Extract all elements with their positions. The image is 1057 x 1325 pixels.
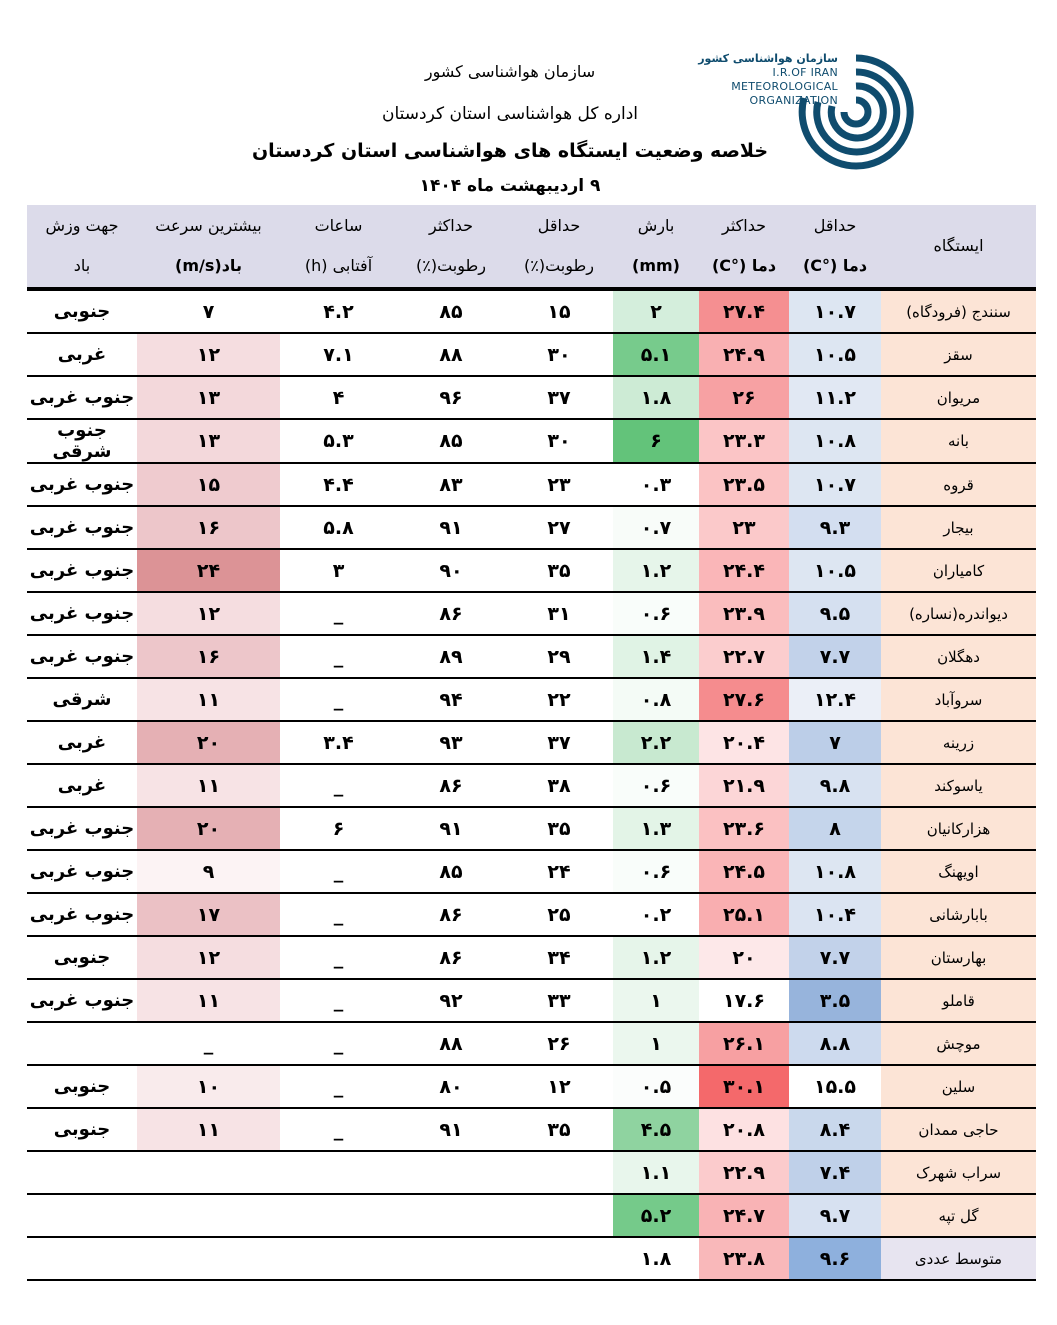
col-sun: ساعات آفتابی (h) (280, 205, 397, 289)
cell-wind (137, 1237, 280, 1280)
table-row (27, 1065, 1036, 1108)
col-wind: بیشترین سرعت باد(m/s) (137, 205, 280, 289)
cell-hmin: ۳۷ (505, 376, 613, 419)
cell-hmax: ۸۸ (397, 1022, 505, 1065)
report-date: ۹ اردیبهشت ماه ۱۴۰۴ (419, 176, 601, 196)
cell-sun (280, 1151, 397, 1194)
cell-tmin: ۱۰.۷ (789, 463, 881, 506)
cell-tmax: ۲۳.۹ (699, 592, 789, 635)
cell-wind: ۱۱ (137, 1108, 280, 1151)
cell-sun: _ (280, 678, 397, 721)
organization-name: سازمان هواشناسی کشور (424, 62, 596, 81)
table-row (27, 592, 1036, 635)
cell-hmin: ۳۵ (505, 549, 613, 592)
cell-dir (27, 1022, 137, 1065)
cell-dir: غربی (27, 764, 137, 807)
table-row (27, 1108, 1036, 1151)
cell-sun: _ (280, 1108, 397, 1151)
cell-dir (27, 1151, 137, 1194)
cell-hmin: ۲۳ (505, 463, 613, 506)
cell-tmax: ۲۳.۸ (699, 1237, 789, 1280)
cell-station: قروه (881, 463, 1036, 506)
cell-station: بیجار (881, 506, 1036, 549)
cell-dir: جنوبی (27, 289, 137, 333)
cell-rain: ۱.۴ (613, 635, 699, 678)
cell-tmin: ۷ (789, 721, 881, 764)
logo-text-en2: METEOROLOGICAL (731, 80, 838, 93)
cell-hmin: ۲۵ (505, 893, 613, 936)
cell-dir: جنوب غربی (27, 850, 137, 893)
cell-wind: ۱۱ (137, 678, 280, 721)
table-row (27, 979, 1036, 1022)
cell-hmax: ۸۵ (397, 850, 505, 893)
cell-station: هزارکانیان (881, 807, 1036, 850)
cell-station: بابارشانی (881, 893, 1036, 936)
table-row (27, 807, 1036, 850)
cell-tmin: ۱۰.۴ (789, 893, 881, 936)
cell-hmin: ۱۵ (505, 289, 613, 333)
cell-hmax: ۹۶ (397, 376, 505, 419)
cell-dir: جنوب غربی (27, 893, 137, 936)
cell-dir: جنوب غربی (27, 979, 137, 1022)
cell-tmax: ۲۳.۵ (699, 463, 789, 506)
cell-rain: ۱ (613, 1022, 699, 1065)
cell-sun: ۴.۴ (280, 463, 397, 506)
table-row (27, 463, 1036, 506)
cell-sun: _ (280, 1065, 397, 1108)
cell-sun: _ (280, 764, 397, 807)
logo-text-en1: I.R.OF IRAN (772, 66, 838, 79)
cell-hmin: ۳۵ (505, 1108, 613, 1151)
cell-sun: ۵.۸ (280, 506, 397, 549)
cell-wind: ۱۱ (137, 979, 280, 1022)
cell-tmax: ۲۲.۷ (699, 635, 789, 678)
cell-tmax: ۲۴.۷ (699, 1194, 789, 1237)
cell-tmin: ۱۰.۷ (789, 289, 881, 333)
cell-wind: ۱۱ (137, 764, 280, 807)
cell-rain: ۱ (613, 979, 699, 1022)
cell-rain: ۰.۶ (613, 764, 699, 807)
cell-tmin: ۷.۷ (789, 635, 881, 678)
cell-dir: جنوبی (27, 1108, 137, 1151)
table-row (27, 549, 1036, 592)
cell-hmax: ۸۶ (397, 893, 505, 936)
cell-hmin: ۳۷ (505, 721, 613, 764)
cell-wind: ۱۳ (137, 419, 280, 463)
cell-hmax: ۸۶ (397, 764, 505, 807)
cell-rain: ۶ (613, 419, 699, 463)
col-tmin: حداقل دما (°C) (789, 205, 881, 289)
cell-wind: ۱۲ (137, 936, 280, 979)
col-station: ایستگاه (881, 205, 1036, 289)
cell-tmax: ۲۰.۸ (699, 1108, 789, 1151)
station-weather-table (27, 205, 1036, 1281)
average-row (27, 1237, 1036, 1280)
cell-hmax: ۸۶ (397, 936, 505, 979)
cell-tmax: ۲۳ (699, 506, 789, 549)
cell-rain: ۱.۲ (613, 549, 699, 592)
cell-station: بهارستان (881, 936, 1036, 979)
cell-hmax: ۸۸ (397, 333, 505, 376)
table-row (27, 764, 1036, 807)
cell-dir: جنوب غربی (27, 592, 137, 635)
table-row (27, 936, 1036, 979)
cell-hmax (397, 1151, 505, 1194)
cell-hmin: ۳۳ (505, 979, 613, 1022)
cell-tmax: ۲۰ (699, 936, 789, 979)
cell-hmin: ۳۵ (505, 807, 613, 850)
cell-tmin: ۹.۷ (789, 1194, 881, 1237)
cell-rain: ۰.۳ (613, 463, 699, 506)
table-row (27, 635, 1036, 678)
cell-dir: جنوب غربی (27, 635, 137, 678)
table-row (27, 721, 1036, 764)
cell-hmin: ۲۴ (505, 850, 613, 893)
cell-dir: غربی (27, 333, 137, 376)
cell-station: کامیاران (881, 549, 1036, 592)
cell-hmax: ۸۵ (397, 289, 505, 333)
cell-wind (137, 1194, 280, 1237)
office-name: اداره کل هواشناسی استان کردستان (382, 104, 638, 124)
cell-rain: ۱.۸ (613, 376, 699, 419)
table-row (27, 893, 1036, 936)
cell-station: قاملو (881, 979, 1036, 1022)
logo-text-fa: سازمان هواشناسی کشور (698, 52, 838, 65)
cell-tmin: ۸.۸ (789, 1022, 881, 1065)
cell-tmax: ۲۷.۶ (699, 678, 789, 721)
cell-station: مریوان (881, 376, 1036, 419)
cell-sun: _ (280, 635, 397, 678)
cell-hmin (505, 1151, 613, 1194)
cell-wind: ۱۰ (137, 1065, 280, 1108)
cell-hmin: ۳۰ (505, 419, 613, 463)
cell-tmin: ۹.۸ (789, 764, 881, 807)
cell-rain: ۲ (613, 289, 699, 333)
cell-station: زرینه (881, 721, 1036, 764)
cell-hmin: ۳۰ (505, 333, 613, 376)
cell-station: دیواندره(نساره) (881, 592, 1036, 635)
cell-station: سراب شهرک (881, 1151, 1036, 1194)
cell-rain: ۱.۸ (613, 1237, 699, 1280)
table-row (27, 1022, 1036, 1065)
cell-sun: _ (280, 850, 397, 893)
cell-rain: ۱.۳ (613, 807, 699, 850)
cell-rain: ۰.۵ (613, 1065, 699, 1108)
col-hmin: حداقل رطوبت(٪) (505, 205, 613, 289)
cell-rain: ۰.۷ (613, 506, 699, 549)
cell-tmin: ۱۲.۴ (789, 678, 881, 721)
cell-sun: ۴ (280, 376, 397, 419)
cell-tmin: ۳.۵ (789, 979, 881, 1022)
cell-station: متوسط عددی (881, 1237, 1036, 1280)
cell-wind: ۱۶ (137, 506, 280, 549)
cell-wind: ۲۴ (137, 549, 280, 592)
col-hmax: حداکثر رطوبت(٪) (397, 205, 505, 289)
cell-dir: غربی (27, 721, 137, 764)
cell-tmin: ۹.۶ (789, 1237, 881, 1280)
cell-tmax: ۲۲.۹ (699, 1151, 789, 1194)
cell-tmin: ۱۱.۲ (789, 376, 881, 419)
cell-sun: ۳.۴ (280, 721, 397, 764)
cell-tmin: ۱۰.۵ (789, 333, 881, 376)
report-title: خلاصه وضعیت ایستگاه های هواشناسی استان کردستان (251, 140, 769, 162)
cell-dir: جنوب شرقی (27, 419, 137, 463)
cell-station: یاسوکند (881, 764, 1036, 807)
cell-tmax: ۲۶.۱ (699, 1022, 789, 1065)
cell-hmax (397, 1194, 505, 1237)
cell-tmax: ۲۱.۹ (699, 764, 789, 807)
table-row (27, 376, 1036, 419)
cell-dir (27, 1237, 137, 1280)
cell-station: گل تپه (881, 1194, 1036, 1237)
cell-wind: ۱۵ (137, 463, 280, 506)
col-rain: بارش (mm) (613, 205, 699, 289)
cell-hmax: ۹۲ (397, 979, 505, 1022)
cell-station: سروآباد (881, 678, 1036, 721)
cell-wind: ۷ (137, 289, 280, 333)
cell-station: بانه (881, 419, 1036, 463)
cell-rain: ۵.۲ (613, 1194, 699, 1237)
cell-tmax: ۲۳.۳ (699, 419, 789, 463)
cell-dir: جنوب غربی (27, 463, 137, 506)
cell-dir: جنوب غربی (27, 506, 137, 549)
logo-text-en3: ORGANIZATION (749, 94, 838, 107)
table-row (27, 850, 1036, 893)
cell-tmax: ۲۰.۴ (699, 721, 789, 764)
cell-station: سنندج (فرودگاه) (881, 289, 1036, 333)
cell-wind: ۱۳ (137, 376, 280, 419)
cell-hmax: ۹۱ (397, 1108, 505, 1151)
cell-tmin: ۱۵.۵ (789, 1065, 881, 1108)
cell-rain: ۱.۱ (613, 1151, 699, 1194)
cell-hmax: ۸۰ (397, 1065, 505, 1108)
cell-hmax: ۸۵ (397, 419, 505, 463)
cell-hmin (505, 1237, 613, 1280)
cell-hmax: ۸۳ (397, 463, 505, 506)
table-row (27, 1194, 1036, 1237)
cell-rain: ۲.۲ (613, 721, 699, 764)
cell-wind: ۱۶ (137, 635, 280, 678)
cell-hmax: ۹۱ (397, 807, 505, 850)
cell-dir: جنوب غربی (27, 807, 137, 850)
cell-rain: ۰.۸ (613, 678, 699, 721)
cell-hmin: ۱۲ (505, 1065, 613, 1108)
cell-sun: ۷.۱ (280, 333, 397, 376)
cell-hmax (397, 1237, 505, 1280)
cell-rain: ۰.۶ (613, 592, 699, 635)
table-row (27, 678, 1036, 721)
cell-dir: جنوبی (27, 936, 137, 979)
cell-tmin: ۱۰.۸ (789, 850, 881, 893)
cell-wind: ۱۲ (137, 592, 280, 635)
cell-tmin: ۹.۵ (789, 592, 881, 635)
cell-dir: جنوبی (27, 1065, 137, 1108)
cell-sun (280, 1237, 397, 1280)
cell-tmax: ۲۷.۴ (699, 289, 789, 333)
cell-station: حاجی ممدان (881, 1108, 1036, 1151)
cell-station: سقز (881, 333, 1036, 376)
cell-hmax: ۹۴ (397, 678, 505, 721)
cell-tmax: ۲۳.۶ (699, 807, 789, 850)
cell-tmin: ۱۰.۵ (789, 549, 881, 592)
cell-hmin: ۳۸ (505, 764, 613, 807)
cell-rain: ۱.۲ (613, 936, 699, 979)
cell-tmax: ۲۶ (699, 376, 789, 419)
cell-sun: ۳ (280, 549, 397, 592)
cell-hmax: ۹۰ (397, 549, 505, 592)
cell-sun: ۵.۳ (280, 419, 397, 463)
cell-station: سلین (881, 1065, 1036, 1108)
cell-sun: _ (280, 936, 397, 979)
cell-wind: ۱۲ (137, 333, 280, 376)
cell-tmax: ۲۴.۹ (699, 333, 789, 376)
cell-wind: _ (137, 1022, 280, 1065)
table-row (27, 1151, 1036, 1194)
logo-spiral-icon (794, 50, 918, 174)
cell-rain: ۰.۲ (613, 893, 699, 936)
cell-tmin: ۸.۴ (789, 1108, 881, 1151)
cell-tmax: ۲۴.۴ (699, 549, 789, 592)
cell-tmax: ۳۰.۱ (699, 1065, 789, 1108)
col-dir: جهت وزش باد (27, 205, 137, 289)
cell-tmax: ۲۴.۵ (699, 850, 789, 893)
cell-station: موچش (881, 1022, 1036, 1065)
cell-wind: ۲۰ (137, 721, 280, 764)
cell-rain: ۵.۱ (613, 333, 699, 376)
cell-rain: ۰.۶ (613, 850, 699, 893)
cell-wind: ۲۰ (137, 807, 280, 850)
meteorological-organization-logo (698, 48, 920, 178)
cell-dir (27, 1194, 137, 1237)
cell-hmax: ۸۶ (397, 592, 505, 635)
cell-sun: _ (280, 893, 397, 936)
col-tmax: حداکثر دما (°C) (699, 205, 789, 289)
cell-wind: ۹ (137, 850, 280, 893)
cell-hmin: ۲۷ (505, 506, 613, 549)
cell-dir: جنوب غربی (27, 376, 137, 419)
cell-rain: ۴.۵ (613, 1108, 699, 1151)
cell-sun: _ (280, 592, 397, 635)
cell-sun (280, 1194, 397, 1237)
cell-wind (137, 1151, 280, 1194)
table-row (27, 333, 1036, 376)
cell-hmin: ۲۲ (505, 678, 613, 721)
cell-tmin: ۷.۷ (789, 936, 881, 979)
cell-tmin: ۹.۳ (789, 506, 881, 549)
cell-sun: _ (280, 979, 397, 1022)
table-header-row (27, 205, 1036, 289)
cell-tmax: ۱۷.۶ (699, 979, 789, 1022)
cell-sun: _ (280, 1022, 397, 1065)
cell-hmin: ۲۹ (505, 635, 613, 678)
cell-tmin: ۱۰.۸ (789, 419, 881, 463)
cell-hmax: ۹۱ (397, 506, 505, 549)
cell-hmax: ۸۹ (397, 635, 505, 678)
cell-dir: جنوب غربی (27, 549, 137, 592)
cell-hmin: ۳۴ (505, 936, 613, 979)
cell-hmax: ۹۳ (397, 721, 505, 764)
cell-station: اویهنگ (881, 850, 1036, 893)
cell-hmin: ۲۶ (505, 1022, 613, 1065)
cell-sun: ۶ (280, 807, 397, 850)
cell-hmin: ۳۱ (505, 592, 613, 635)
cell-tmin: ۸ (789, 807, 881, 850)
cell-station: دهگلان (881, 635, 1036, 678)
cell-tmax: ۲۵.۱ (699, 893, 789, 936)
table-row (27, 506, 1036, 549)
cell-sun: ۴.۲ (280, 289, 397, 333)
cell-wind: ۱۷ (137, 893, 280, 936)
table-row (27, 289, 1036, 333)
cell-hmin (505, 1194, 613, 1237)
table-row (27, 419, 1036, 463)
cell-tmin: ۷.۴ (789, 1151, 881, 1194)
cell-dir: شرقی (27, 678, 137, 721)
